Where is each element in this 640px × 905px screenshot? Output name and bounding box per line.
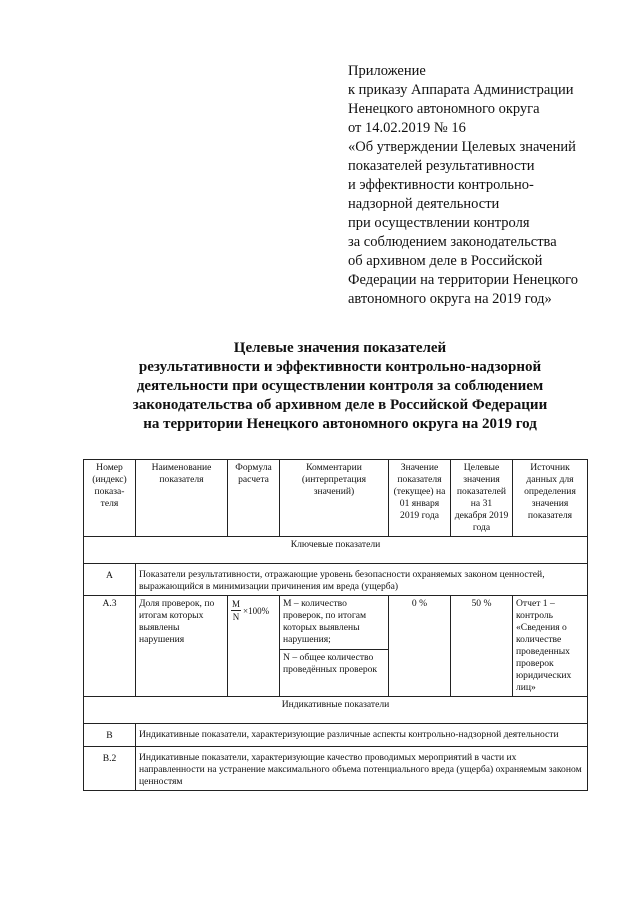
appendix-block [348,62,628,309]
comment-n: N – общее количество проведённых проверок [280,649,388,676]
appendix-line: «Об утверждении Целевых значений [348,139,576,155]
appendix-line: об архивном деле в Российской [348,253,543,269]
formula-fraction [231,598,241,623]
section-key-label: Ключевые показатели [84,537,588,564]
row-a3-current: 0 % [389,596,451,697]
indicators-table [83,459,588,791]
section-row-key [84,537,588,564]
row-a3-source: Отчет 1 – контроль «Сведения о количестве проведенных проверок юридических лиц» [513,596,588,697]
table-row-b2 [84,747,588,791]
row-b2-text: Индикативные показатели, характеризующие качество проводимых мероприятий в части их направленности на устранение максимального объема потенциального вреда (ущерба) охраняемым законом ценностям [136,747,588,791]
appendix-line: автономного округа на 2019 год» [348,291,552,307]
header-name: Наименование показателя [136,460,228,537]
title-line: на территории Ненецкого автономного округа на 2019 год [143,416,537,432]
header-index: Номер (индекс) показа-теля [84,460,136,537]
row-b2-index: В.2 [84,747,136,791]
document-title [100,339,580,434]
row-a-index: А [84,564,136,596]
row-b-index: В [84,724,136,747]
formula-numerator: M [232,599,241,609]
formula-tail: ×100% [243,605,270,616]
appendix-line: при осуществлении контроля [348,215,530,231]
row-a-text: Показатели результативности, отражающие уровень безопасности охраняемых законом ценностей, выражающийся в минимизации причинения им вреда (ущерба) [136,564,588,596]
row-a3-target: 50 % [451,596,513,697]
table-row-a [84,564,588,596]
title-line: Целевые значения показателей [233,340,447,356]
title-line: результативности и эффективности контрольно-надзорной [138,359,542,375]
appendix-line: Ненецкого автономного округа [348,101,540,117]
header-target: Целевые значения показателей на 31 декабря 2019 года [451,460,513,537]
appendix-line: от 14.02.2019 № 16 [348,120,466,136]
header-formula: Формула расчета [228,460,280,537]
header-current: Значение показателя (текущее) на 01 января 2019 года [389,460,451,537]
appendix-line: Федерации на территории Ненецкого [348,272,579,288]
header-source: Источник данных для определения значения показателя [513,460,588,537]
formula-denominator: N [232,612,240,622]
row-a3-formula [228,596,280,697]
header-comment: Комментарии (интерпретация значений) [280,460,389,537]
title-line: деятельности при осуществлении контроля за соблюдением [136,378,544,394]
section-row-indicative [84,697,588,724]
appendix-line: к приказу Аппарата Администрации [348,82,574,98]
comment-m: M – количество проверок, по итогам которых выявлены нарушения; [283,598,367,645]
table-row-a3 [84,596,588,697]
appendix-line: Приложение [348,63,426,79]
row-a3-index: А.3 [84,596,136,697]
table-header-row [84,460,588,537]
appendix-line: и эффективности контрольно- [348,177,534,193]
row-b-text: Индикативные показатели, характеризующие различные аспекты контрольно-надзорной деятельности [136,724,588,747]
title-line: законодательства об архивном деле в Российской Федерации [132,397,548,413]
table-row-b [84,724,588,747]
appendix-line: показателей результативности [348,158,535,174]
section-indicative-label: Индикативные показатели [84,697,588,724]
formula [231,598,269,623]
row-a3-comment [280,596,389,697]
appendix-line: надзорной деятельности [348,196,500,212]
appendix-line: за соблюдением законодательства [348,234,557,250]
row-a3-name: Доля проверок, по итогам которых выявлены нарушения [136,596,228,697]
